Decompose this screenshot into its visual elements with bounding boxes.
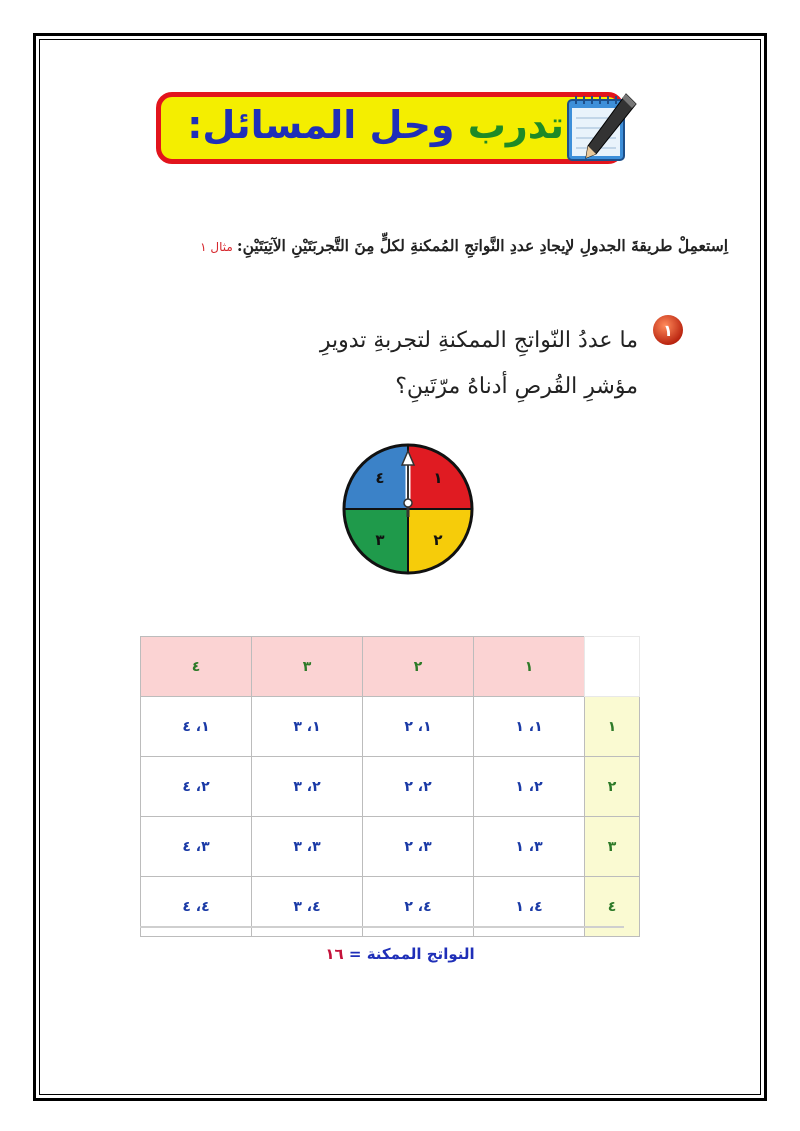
outcomes-table bbox=[140, 636, 640, 937]
title-word-rest: وحل المسائل: bbox=[187, 103, 455, 147]
table-cell: ١، ١ bbox=[474, 697, 585, 757]
table-row bbox=[141, 697, 640, 757]
table-cell: ٢، ٢ bbox=[363, 757, 474, 817]
question-line-1: ما عددُ النّواتجِ الممكنةِ لتجربةِ تدويرِ bbox=[319, 328, 638, 353]
result-label: النواتج الممكنة = bbox=[348, 945, 475, 963]
spinner-label-4: ٤ bbox=[375, 469, 385, 487]
spinner-label-2: ٢ bbox=[433, 531, 443, 549]
column-header: ١ bbox=[474, 637, 585, 697]
table-cell: ٣، ٣ bbox=[252, 817, 363, 877]
table-row bbox=[141, 817, 640, 877]
example-reference: مثال ١ bbox=[200, 240, 233, 254]
row-header: ٤ bbox=[585, 877, 640, 937]
table-bottom-shadow bbox=[140, 926, 624, 928]
title-banner bbox=[156, 92, 634, 168]
table-cell: ١، ٤ bbox=[141, 697, 252, 757]
table-cell: ٤، ٢ bbox=[363, 877, 474, 937]
instruction-body: اِستعمِلْ طريقةَ الجدولِ لإيجادِ عددِ النَّواتجِ المُمكنةِ لكلٍّ مِنَ التَّجربَتَيْنِ الآتِيَتَيْنِ: bbox=[236, 236, 728, 255]
result-line bbox=[0, 945, 800, 963]
spinner-label-3: ٣ bbox=[375, 531, 385, 549]
column-header: ٢ bbox=[363, 637, 474, 697]
table-cell: ٤، ٤ bbox=[141, 877, 252, 937]
spinner-wheel bbox=[340, 441, 476, 577]
spinner-label-1: ١ bbox=[433, 469, 443, 487]
column-header: ٤ bbox=[141, 637, 252, 697]
question-number-badge bbox=[652, 314, 684, 346]
question-line-2: مؤشرِ القُرصِ أدناهُ مرّتَينِ؟ bbox=[395, 374, 638, 399]
table-cell: ٢، ١ bbox=[474, 757, 585, 817]
row-header: ١ bbox=[585, 697, 640, 757]
table-cell: ١، ٣ bbox=[252, 697, 363, 757]
table-cell: ٤، ١ bbox=[474, 877, 585, 937]
question-number: ١ bbox=[663, 321, 673, 340]
table-cell: ٢، ٣ bbox=[252, 757, 363, 817]
table-cell: ٣، ٢ bbox=[363, 817, 474, 877]
table-corner-cell bbox=[585, 637, 640, 697]
title-word-green: تدرب bbox=[467, 103, 564, 147]
table-row bbox=[141, 757, 640, 817]
row-header: ٢ bbox=[585, 757, 640, 817]
table-cell: ٤، ٣ bbox=[252, 877, 363, 937]
notepad-pencil-icon bbox=[562, 86, 644, 170]
table-cell: ٢، ٤ bbox=[141, 757, 252, 817]
row-header: ٣ bbox=[585, 817, 640, 877]
table-cell: ١، ٢ bbox=[363, 697, 474, 757]
question-text bbox=[320, 318, 638, 410]
column-header: ٣ bbox=[252, 637, 363, 697]
result-value: ١٦ bbox=[325, 945, 344, 963]
table-header-row bbox=[141, 637, 640, 697]
page-title bbox=[187, 94, 564, 156]
table-cell: ٣، ١ bbox=[474, 817, 585, 877]
table-cell: ٣، ٤ bbox=[141, 817, 252, 877]
instruction-text bbox=[200, 236, 728, 255]
